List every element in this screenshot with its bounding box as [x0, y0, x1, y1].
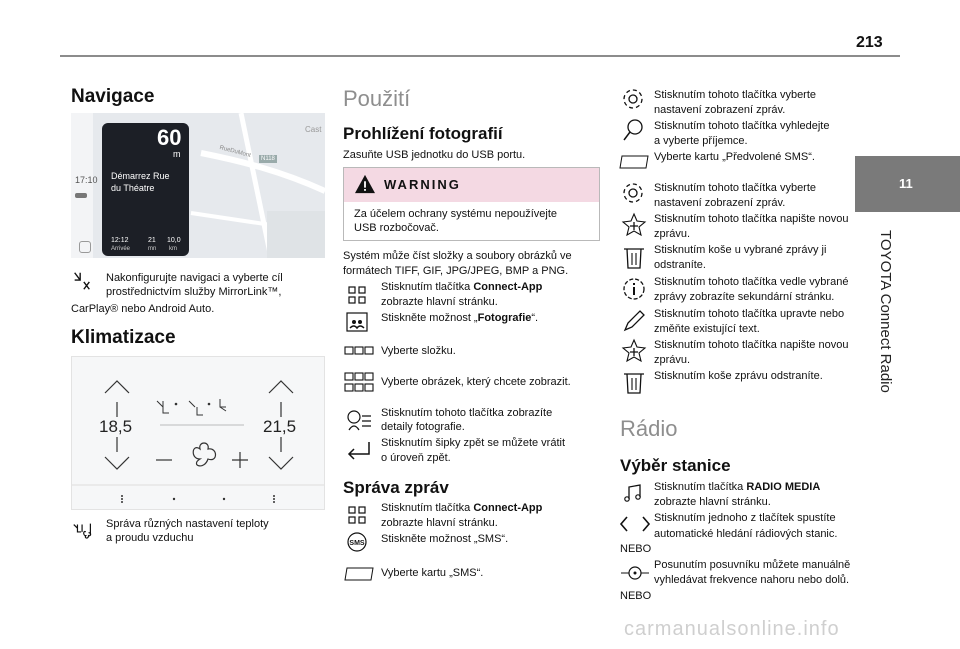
sms-row-3: Vyberte kartu „Předvolené SMS“.: [654, 151, 815, 163]
warning-box: [343, 167, 600, 241]
settings-gear-icon-2: [620, 180, 646, 206]
sms-step-2: Stiskněte možnost „SMS“.: [381, 533, 509, 545]
tab-icon: [343, 562, 375, 584]
warning-label: WARNING: [384, 177, 461, 192]
radio-step-1: Stisknutím tlačítka RADIO MEDIA: [654, 481, 821, 493]
tab-icon-2: [618, 150, 650, 172]
climate-screen: [71, 356, 325, 510]
seek-arrows-icon: [618, 512, 652, 536]
remaining-time-label: mn: [148, 246, 157, 252]
photos-intro: Zasuňte USB jednotku do USB portu.: [343, 149, 526, 161]
sms-row-1-line-2: nastavení zobrazení zpráv.: [654, 104, 786, 116]
radio-or-1: NEBO: [620, 543, 652, 555]
sms-row-4-line-1: Stisknutím tohoto tlačítka vyberte: [654, 182, 817, 194]
sms-row-2-line-1: Stisknutím tohoto tlačítka vyhledejte: [654, 120, 830, 132]
watermark: carmanualsonline.info: [624, 618, 840, 640]
use-heading: Použití: [343, 86, 411, 111]
clima-text-line-1: Správa různých nastavení teploty: [106, 518, 269, 530]
radio-subheading: Výběr stanice: [620, 456, 731, 475]
warning-triangle-icon: [354, 174, 376, 194]
chapter-tab-number: 11: [899, 176, 913, 191]
remaining-time: 21: [148, 237, 156, 244]
trash-icon: [621, 244, 647, 270]
photos-step-3: Vyberte složku.: [381, 345, 456, 357]
sms-row-6-line-1: Stisknutím koše u vybrané zprávy ji: [654, 244, 827, 256]
photos-step-2: Stiskněte možnost „Fotografie“.: [381, 312, 539, 324]
sms-heading: Správa zpráv: [343, 478, 449, 497]
photos-step-1: Stisknutím tlačítka Connect-App: [381, 281, 543, 293]
warning-line-1: Za účelem ochrany systému nepoužívejte: [354, 208, 557, 220]
music-note-icon: [621, 482, 645, 504]
temp-right[interactable]: 21,5: [263, 417, 297, 436]
climate-icon: [71, 520, 95, 542]
photos-step-5-line-2: detaily fotografie.: [381, 421, 465, 433]
photos-step-4: Vyberte obrázek, který chcete zobrazit.: [381, 376, 571, 388]
photo-gallery-icon: [344, 310, 370, 334]
folder-icon: [343, 342, 375, 362]
sms-row-7-line-2: zprávy zobrazíte sekundární stránku.: [654, 291, 835, 303]
svg-text:SMS: SMS: [349, 540, 365, 547]
sms-row-5-line-1: Stisknutím tohoto tlačítka napište novou: [654, 213, 849, 225]
sms-row-9-line-2: zprávu.: [654, 354, 691, 366]
guidance-panel: [102, 123, 189, 256]
sms-row-8-line-2: změňte existující text.: [654, 323, 760, 335]
sms-row-10: Stisknutím koše zprávu odstraníte.: [654, 370, 823, 382]
sms-row-6-line-2: odstraníte.: [654, 259, 706, 271]
connect-app-grid-icon-2: [345, 504, 369, 526]
sms-step-1-line-2: zobrazte hlavní stránku.: [381, 517, 498, 529]
turn-distance-unit: m: [173, 149, 181, 159]
radio-step-2-line-2: automatické hledání rádiových stanic.: [654, 528, 838, 540]
map-place-label: Cast: [305, 125, 322, 134]
chapter-title-text: TOYOTA Connect Radio: [877, 230, 894, 393]
settings-gear-icon: [620, 86, 646, 112]
home-icon[interactable]: [79, 241, 91, 253]
top-rule: [60, 55, 900, 57]
road-name: RueDuMont: [218, 144, 252, 160]
navigation-icon: [71, 270, 93, 292]
radio-step-3-line-1: Posunutím posuvníku můžete manuálně: [654, 559, 851, 571]
photos-step-5-line-1: Stisknutím tohoto tlačítka zobrazíte: [381, 407, 553, 419]
sms-row-4-line-2: nastavení zobrazení zpráv.: [654, 197, 786, 209]
road-badge: N118: [261, 156, 275, 162]
sms-row-5-line-2: zprávu.: [654, 228, 691, 240]
chapter-tab: [855, 156, 960, 212]
new-message-icon-2: [620, 338, 648, 364]
sms-bubble-icon: [344, 530, 370, 554]
sms-row-9-line-1: Stisknutím tohoto tlačítka napište novou: [654, 339, 849, 351]
nav-text-line-3: CarPlay® nebo Android Auto.: [71, 303, 215, 315]
warning-header: [344, 168, 599, 202]
photos-step-6-line-1: Stisknutím šipky zpět se můžete vrátit: [381, 437, 566, 449]
nav-heading: Navigace: [71, 86, 155, 107]
page-number: 213: [856, 34, 883, 51]
search-icon: [621, 118, 645, 144]
formats-line-2: formátech TIFF, GIF, JPG/JPEG, BMP a PNG.: [343, 265, 569, 277]
clock: 17:10: [75, 175, 98, 185]
arrival-time: 12:12: [111, 237, 129, 244]
nav-text-line-1: Nakonfigurujte navigaci a vyberte cíl: [106, 272, 283, 284]
new-message-icon: [620, 212, 648, 238]
photo-details-icon: [345, 408, 373, 434]
back-arrow-icon: [344, 438, 372, 464]
chapter-title: [877, 230, 899, 530]
remaining-distance: 10,0: [167, 237, 181, 244]
radio-step-3-line-2: vyhledávat frekvence nahoru nebo dolů.: [654, 574, 850, 586]
photos-heading: Prohlížení fotografií: [343, 124, 503, 143]
radio-or-2: NEBO: [620, 590, 652, 602]
photos-step-6-line-2: o úroveň zpět.: [381, 452, 451, 464]
street-line-1: Démarrez Rue: [111, 171, 170, 181]
formats-line-1: Systém může číst složky a soubory obrázků ve: [343, 250, 572, 262]
clima-text-line-2: a proudu vzduchu: [106, 532, 194, 544]
temp-left[interactable]: 18,5: [99, 417, 133, 436]
radio-step-1-line-2: zobrazte hlavní stránku.: [654, 496, 771, 508]
edit-pencil-icon: [621, 308, 647, 334]
street-line-2: du Théatre: [111, 183, 155, 193]
sms-step-1: Stisknutím tlačítka Connect-App: [381, 502, 543, 514]
nav-text-line-2: prostřednictvím služby MirrorLink™,: [106, 286, 282, 298]
photos-step-1-line-2: zobrazte hlavní stránku.: [381, 296, 498, 308]
image-grid-icon: [343, 370, 375, 396]
trash-icon-2: [621, 369, 647, 395]
radio-step-2-line-1: Stisknutím jednoho z tlačítek spustíte: [654, 512, 836, 524]
arrival-label: Arrivée: [111, 246, 131, 252]
sms-row-7-line-1: Stisknutím tohoto tlačítka vedle vybrané: [654, 276, 849, 288]
warning-text: [354, 207, 594, 235]
sms-row-1-line-1: Stisknutím tohoto tlačítka vyberte: [654, 89, 817, 101]
sms-step-3: Vyberte kartu „SMS“.: [381, 567, 484, 579]
frequency-slider-icon: [619, 562, 651, 584]
page-dots: [75, 193, 87, 198]
turn-distance: 60: [157, 125, 182, 150]
connect-app-grid-icon: [345, 284, 369, 306]
clima-heading: Klimatizace: [71, 327, 176, 348]
sms-row-2-line-2: a vyberte příjemce.: [654, 135, 748, 147]
remaining-distance-label: km: [169, 246, 177, 252]
navigation-screen: [71, 113, 325, 258]
radio-heading: Rádio: [620, 416, 678, 441]
sms-row-8-line-1: Stisknutím tohoto tlačítka upravte nebo: [654, 308, 845, 320]
info-icon: [621, 276, 647, 302]
warning-line-2: USB rozbočovač.: [354, 222, 439, 234]
